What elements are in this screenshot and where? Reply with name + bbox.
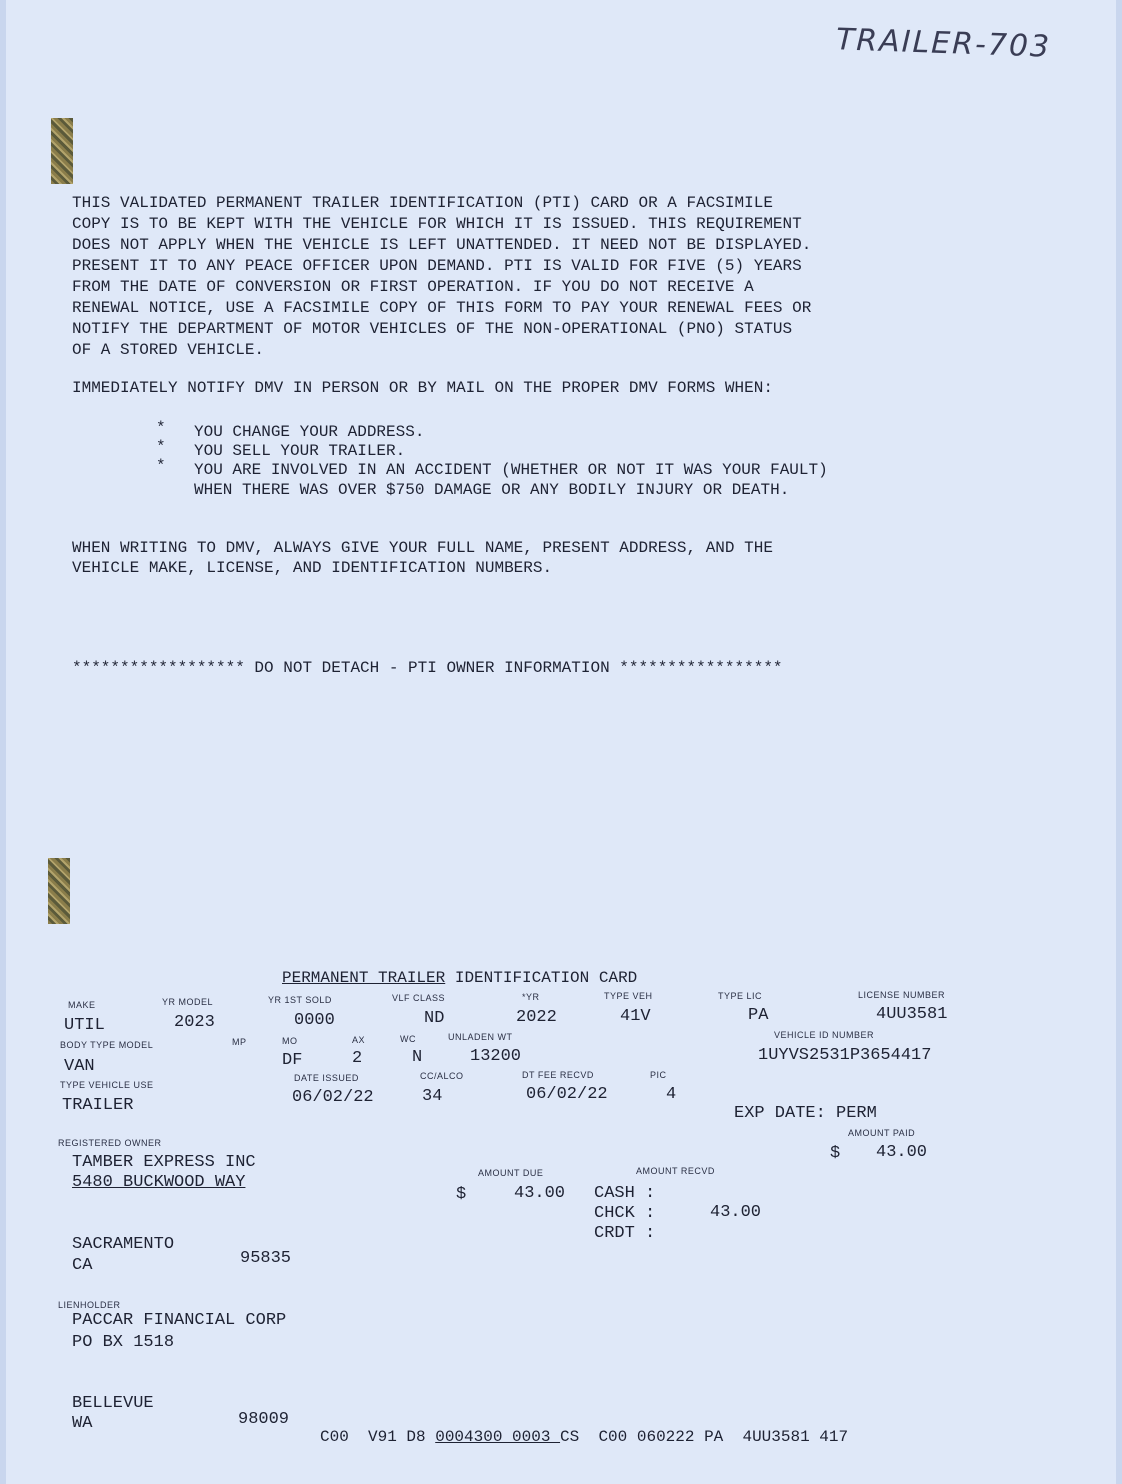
label-yr-model: YR MODEL [162, 997, 214, 1007]
value-dt-fee-recvd: 06/02/22 [526, 1085, 608, 1104]
label-type-veh: TYPE VEH [604, 991, 653, 1001]
label-cc-alco: CC/ALCO [420, 1071, 464, 1081]
value-wc: N [412, 1048, 423, 1067]
value-ax: 2 [352, 1049, 363, 1068]
label-ax: AX [352, 1035, 366, 1045]
label-yr: *YR [522, 992, 540, 1002]
owner-name: TAMBER EXPRESS INC [72, 1153, 256, 1172]
do-not-detach-divider: ****************** DO NOT DETACH - PTI OWNER INFORMATION ***************** [72, 659, 783, 677]
label-amount-paid: AMOUNT PAID [848, 1128, 916, 1138]
value-cc-alco: 34 [422, 1087, 443, 1106]
bullet-item: YOU ARE INVOLVED IN AN ACCIDENT (WHETHER OR NOT IT WAS YOUR FAULT) [194, 461, 828, 479]
card-title-rest: IDENTIFICATION CARD [445, 969, 638, 987]
value-chck-amount: 43.00 [710, 1203, 762, 1222]
writing-line: WHEN WRITING TO DMV, ALWAYS GIVE YOUR FULL NAME, PRESENT ADDRESS, AND THE [72, 539, 773, 557]
footer-code-a: C00 V91 D8 [320, 1428, 436, 1446]
amount-due-dollar-sign: $ [456, 1185, 467, 1204]
notice-line: RENEWAL NOTICE, USE A FACSIMILE COPY OF THIS FORM TO PAY YOUR RENEWAL FEES OR [72, 299, 812, 317]
label-type-lic: TYPE LIC [718, 991, 763, 1001]
bullet-star: * [156, 457, 166, 475]
owner-city: SACRAMENTO [72, 1235, 175, 1254]
value-unladen-wt: 13200 [470, 1047, 522, 1066]
value-yr-model: 2023 [174, 1013, 215, 1032]
owner-state: CA [72, 1256, 93, 1275]
handwritten-note: TRAILER-703 [835, 22, 1052, 65]
label-amount-recvd: AMOUNT RECVD [636, 1166, 715, 1176]
label-mo: MO [282, 1036, 298, 1046]
value-license-number: 4UU3581 [876, 1005, 948, 1024]
value-type-lic: PA [748, 1006, 769, 1025]
value-type-vehicle-use: TRAILER [62, 1096, 134, 1115]
card-title [282, 969, 637, 987]
lienholder-street: PO BX 1518 [72, 1333, 175, 1352]
label-unladen-wt: UNLADEN WT [448, 1032, 513, 1042]
label-registered-owner: REGISTERED OWNER [58, 1138, 162, 1148]
label-body-type-model: BODY TYPE MODEL [60, 1040, 154, 1050]
bullet-item: YOU SELL YOUR TRAILER. [194, 442, 406, 460]
label-make: MAKE [68, 1000, 96, 1010]
label-vehicle-id-number: VEHICLE ID NUMBER [774, 1030, 875, 1040]
notice-line: FROM THE DATE OF CONVERSION OR FIRST OPERATION. IF YOU DO NOT RECEIVE A [72, 278, 754, 296]
lienholder-city: BELLEVUE [72, 1394, 154, 1413]
value-amount-paid: 43.00 [876, 1143, 928, 1162]
value-yr-1st-sold: 0000 [294, 1011, 335, 1030]
chck-label: CHCK : [594, 1204, 656, 1223]
value-mo: DF [282, 1051, 303, 1070]
value-type-veh: 41V [620, 1007, 651, 1026]
cash-label: CASH : [594, 1184, 656, 1203]
value-date-issued: 06/02/22 [292, 1088, 374, 1107]
bullet-item: YOU CHANGE YOUR ADDRESS. [194, 423, 425, 441]
lienholder-name: PACCAR FINANCIAL CORP [72, 1311, 287, 1330]
exp-date: EXP DATE: PERM [734, 1104, 877, 1123]
registration-mark-top [51, 118, 73, 184]
footer-code-underlined: 0004300 0003 [435, 1428, 561, 1446]
value-make: UTIL [64, 1016, 105, 1035]
card-title-underlined: PERMANENT TRAILER [282, 969, 446, 987]
label-date-issued: DATE ISSUED [294, 1073, 359, 1083]
bullet-star: * [156, 419, 166, 437]
value-yr: 2022 [516, 1008, 557, 1027]
label-amount-due: AMOUNT DUE [478, 1168, 544, 1178]
label-dt-fee-recvd: DT FEE RECVD [522, 1070, 594, 1080]
notify-heading: IMMEDIATELY NOTIFY DMV IN PERSON OR BY MAIL ON THE PROPER DMV FORMS WHEN: [72, 379, 773, 397]
value-vin: 1UYVS2531P3654417 [758, 1046, 932, 1065]
value-vlf-class: ND [424, 1009, 445, 1028]
footer-code-b: CS C00 060222 PA 4UU3581 417 [560, 1428, 849, 1446]
footer-code [320, 1428, 848, 1446]
label-wc: WC [400, 1034, 416, 1044]
label-mp: MP [232, 1037, 247, 1047]
notice-line: COPY IS TO BE KEPT WITH THE VEHICLE FOR WHICH IT IS ISSUED. THIS REQUIREMENT [72, 215, 802, 233]
value-pic: 4 [666, 1085, 677, 1104]
crdt-label: CRDT : [594, 1224, 656, 1243]
lienholder-zip: 98009 [238, 1410, 290, 1429]
value-amount-due: 43.00 [514, 1184, 566, 1203]
value-body-type: VAN [64, 1057, 95, 1076]
label-pic: PIC [650, 1070, 667, 1080]
writing-line: VEHICLE MAKE, LICENSE, AND IDENTIFICATION NUMBERS. [72, 559, 553, 577]
notice-line: DOES NOT APPLY WHEN THE VEHICLE IS LEFT UNATTENDED. IT NEED NOT BE DISPLAYED. [72, 236, 812, 254]
label-license-number: LICENSE NUMBER [858, 990, 946, 1000]
notice-line: OF A STORED VEHICLE. [72, 341, 265, 359]
bullet-star: * [156, 438, 166, 456]
label-lienholder: LIENHOLDER [58, 1300, 121, 1310]
label-vlf-class: VLF CLASS [392, 993, 446, 1003]
pti-document-page [6, 0, 1116, 1484]
notice-line: THIS VALIDATED PERMANENT TRAILER IDENTIFICATION (PTI) CARD OR A FACSIMILE [72, 194, 773, 212]
lienholder-state: WA [72, 1414, 93, 1433]
label-yr-1st-sold: YR 1ST SOLD [268, 995, 332, 1005]
notice-line: NOTIFY THE DEPARTMENT OF MOTOR VEHICLES OF THE NON-OPERATIONAL (PNO) STATUS [72, 320, 793, 338]
label-type-vehicle-use: TYPE VEHICLE USE [60, 1080, 154, 1090]
notice-line: PRESENT IT TO ANY PEACE OFFICER UPON DEMAND. PTI IS VALID FOR FIVE (5) YEARS [72, 257, 802, 275]
amount-paid-dollar-sign: $ [830, 1144, 841, 1163]
owner-zip: 95835 [240, 1249, 292, 1268]
owner-street: 5480 BUCKWOOD WAY [72, 1173, 246, 1192]
bullet-item-continuation: WHEN THERE WAS OVER $750 DAMAGE OR ANY BODILY INJURY OR DEATH. [194, 481, 790, 499]
registration-mark-bottom [48, 858, 70, 924]
